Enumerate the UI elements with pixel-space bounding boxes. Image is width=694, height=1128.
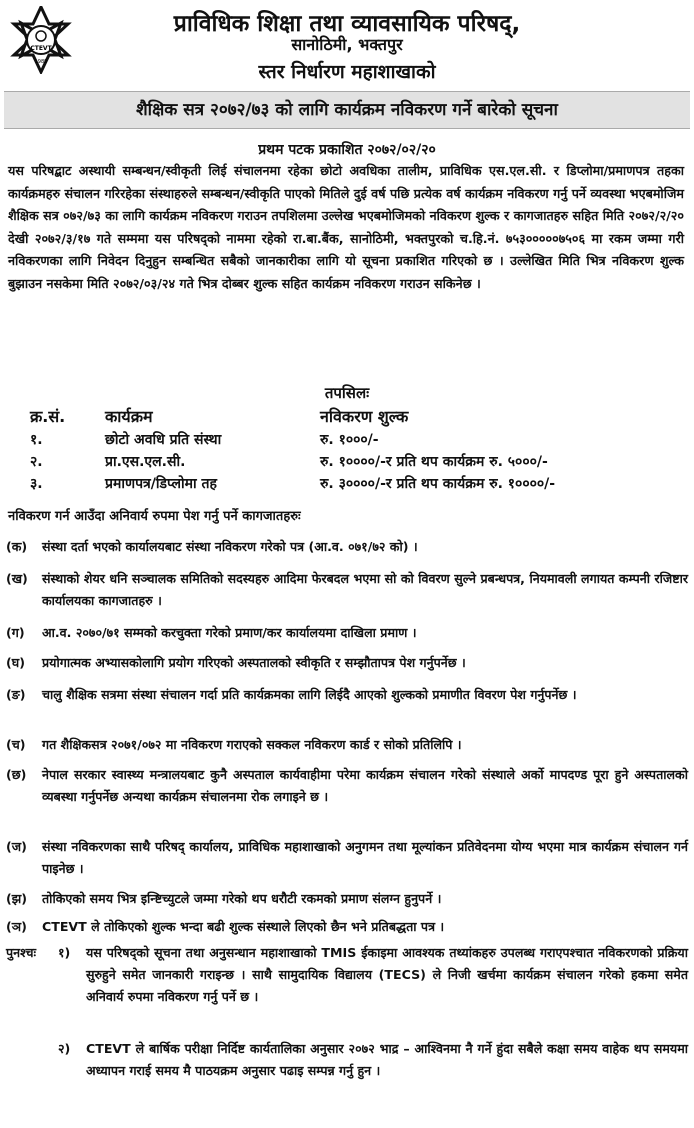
division-name: स्तर निर्धारण महाशाखाको xyxy=(258,61,436,83)
table-cell: ३. xyxy=(30,476,43,492)
item-label: (छ) xyxy=(6,767,27,782)
item-text: नेपाल सरकार स्वास्थ्य मन्त्रालयबाट कुनै अस्पताल कार्यवाहीमा परेमा कार्यक्रम संचालन गरेको संस्थाले अर्को मापदण्ड पूरा हुने अस्पतालको व्यबस्था गर्नुपर्नेछ अन्यथा कार्यक्रम संचालनमा रोक लगाइने छ । xyxy=(42,767,688,804)
table-cell: प्रा.एस.एल.सी. xyxy=(105,454,186,470)
logo-year: 1989 xyxy=(34,59,48,65)
table-cell: रु. १०००/- xyxy=(320,432,379,448)
table-cell: रु. १००००/-र प्रति थप कार्यक्रम रु. ५०००/- xyxy=(320,454,548,470)
table-cell: २. xyxy=(30,454,43,470)
notice-title: शैक्षिक सत्र २०७२/७३ को लागि कार्यक्रम नविकरण गर्ने बारेको सूचना xyxy=(4,91,690,129)
table-cell: छोटो अवधि प्रति संस्था xyxy=(105,432,222,448)
fee-table xyxy=(30,405,680,495)
note-text: यस परिषद्को सूचना तथा अनुसन्धान महाशाखाको TMIS ईकाइमा आवश्यक तथ्यांकहरु उपलब्ध गराएपश्चात नविकरणको प्रक्रिया सुरुहुने समेत जानकारी गराइन्छ । साथै सामुदायिक विद्यालय (TECS) ले निजी खर्चमा कार्यक्रम संचालन गरेको हकमा समेत अनिवार्य रुपमा नविकरण गर्नु पर्ने छ । xyxy=(86,945,688,1004)
list-item xyxy=(6,622,688,644)
note-number: १) xyxy=(58,945,71,960)
postscript-note xyxy=(6,1038,688,1082)
table-cell: १. xyxy=(30,432,43,448)
list-item xyxy=(6,916,688,938)
list-item xyxy=(6,734,688,756)
table-cell: रु. ३००००/-र प्रति थप कार्यक्रम रु. १००००/- xyxy=(320,476,556,492)
item-text: संस्थाको शेयर धनि सञ्चालक समितिको सदस्यहरु आदिमा फेरबदल भएमा सो को विवरण सुल्ने प्रबन्धपत्र, नियमावली लगायत कम्पनी रजिष्टार कार्यालयका कागजातहरु । xyxy=(42,571,688,608)
column-header: कार्यक्रम xyxy=(105,407,153,426)
item-text: चालु शैक्षिक सत्रमा संस्था संचालन गर्दा प्रति कार्यक्रमका लागि लिईदै आएको शुल्कको प्रमाणीत विवरण पेश गर्नुपर्नेछ । xyxy=(42,687,577,702)
table-header-row xyxy=(30,405,680,429)
list-item xyxy=(6,568,688,612)
item-text: संस्था नविकरणका साथै परिषद् कार्यालय, प्राविधिक महाशाखाको अनुगमन तथा मूल्यांकन प्रतिवेदनमा योग्य भएमा मात्र कार्यक्रम संचालन गर्न पाइनेछ । xyxy=(42,839,688,876)
item-label: (ङ) xyxy=(6,687,26,702)
documents-title: नविकरण गर्न आउँदा अनिवार्य रुपमा पेश गर्नु पर्ने कागजातहरुः xyxy=(8,509,301,524)
postscript-label: पुनश्चः xyxy=(6,945,37,960)
table-title: तपसिलः xyxy=(324,384,370,402)
list-item xyxy=(6,652,688,674)
list-item xyxy=(6,836,688,880)
column-header: क्र.सं. xyxy=(30,407,66,426)
item-text: संस्था दर्ता भएको कार्यालयबाट संस्था नविकरण गरेको पत्र (आ.व. ०७१/७२ को) । xyxy=(42,539,418,554)
item-label: (झ) xyxy=(6,891,28,906)
item-label: (क) xyxy=(6,539,28,554)
item-label: (च) xyxy=(6,737,26,752)
council-name: प्राविधिक शिक्षा तथा व्यावसायिक परिषद्, xyxy=(173,11,521,37)
list-item xyxy=(6,684,688,706)
table-row xyxy=(30,429,680,451)
item-label: (घ) xyxy=(6,655,25,670)
column-header: नविकरण शुल्क xyxy=(320,407,409,426)
list-item xyxy=(6,888,688,910)
item-label: (ग) xyxy=(6,625,25,640)
item-text: आ.व. २०७०/७१ सम्मको करचुक्ता गरेको प्रमाण/कर कार्यालयमा दाखिला प्रमाण । xyxy=(42,625,417,640)
council-address: सानोठिमी, भक्तपुर xyxy=(291,35,403,54)
item-text: तोकिएको समय भित्र इन्ष्टिच्युटले जम्मा गरेको थप धरौटी रकमको प्रमाण संलग्न हुनुपर्ने । xyxy=(42,891,442,906)
item-label: (ख) xyxy=(6,571,28,586)
logo-text: CTEVT xyxy=(30,45,52,52)
list-item xyxy=(6,764,688,808)
body-paragraph: यस परिषद्बाट अस्थायी सम्बन्धन/स्वीकृती लिई संचालनमा रहेका छोटो अवधिका तालीम, प्राविधिक एस.एल.सी. र डिप्लोमा/प्रमाणपत्र तहका कार्यक्रमहरु संचालन गरिरहेका संस्थाहरुले सम्बन्धन/स्वीकृति पाएको मितिले दुई वर्ष पछि प्रत्येक वर्ष कार्यक्रम नविकरण गर्नु पर्ने व्यवस्था भएबमोजिम शैक्षिक सत्र ०७२/७३ का लागि कार्यक्रम नविकरण गराउन तपशिलमा उल्लेख भएबमोजिमको नविकरण शुल्क र कागजातहरु सहित मिति २०७२/२/२० देखी २०७२/३/१७ गते सम्ममा यस परिषद्को नाममा रहेको रा.बा.बैंक, सानोठिमी, भक्तपुरको च.हि.नं. ७५३०००००७५०६ मा रकम जम्मा गरी नविकरणका लागि निवेदन दिनुहुन सम्बन्धित सबैको जानकारीका लागि यो सूचना प्रकाशित गरिएको छ । उल्लेखित मिति भित्र नविकरण शुल्क बुझाउन नसकेमा मिति २०७२/०३/२४ गते भित्र दोब्बर शुल्क सहित कार्यक्रम नविकरण गराउन सकिनेछ । xyxy=(8,163,684,291)
table-row xyxy=(30,473,680,495)
note-number: २) xyxy=(58,1041,71,1056)
item-text: CTEVT ले तोकिएको शुल्क भन्दा बढी शुल्क संस्थाले लिएको छैन भने प्रतिबद्धता पत्र । xyxy=(42,919,445,934)
publication-date: प्रथम पटक प्रकाशित २०७२/०२/२० xyxy=(258,142,436,158)
table-row xyxy=(30,451,680,473)
item-label: (ञ) xyxy=(6,919,27,934)
item-text: गत शैक्षिकसत्र २०७१/०७२ मा नविकरण गराएको सक्कल नविकरण कार्ड र सोको प्रतिलिपि । xyxy=(42,737,462,752)
item-text: प्रयोगात्मक अभ्यासकोलागि प्रयोग गरिएको अस्पतालको स्वीकृति र सम्झौतापत्र पेश गर्नुपर्नेछ । xyxy=(42,655,466,670)
note-text: CTEVT ले बार्षिक परीक्षा निर्दिष्ट कार्यतालिका अनुसार २०७२ भाद्र – आश्विनमा नै गर्ने हुंदा सबैले कक्षा समय वाहेक थप समयमा अध्यापन गराई समय मै पाठयक्रम अनुसार पढाइ सम्पन्न गर्नु हुन । xyxy=(86,1041,688,1078)
item-label: (ज) xyxy=(6,839,27,854)
table-cell: प्रमाणपत्र/डिप्लोमा तह xyxy=(105,476,217,492)
list-item xyxy=(6,536,688,558)
postscript-note xyxy=(6,942,688,1008)
